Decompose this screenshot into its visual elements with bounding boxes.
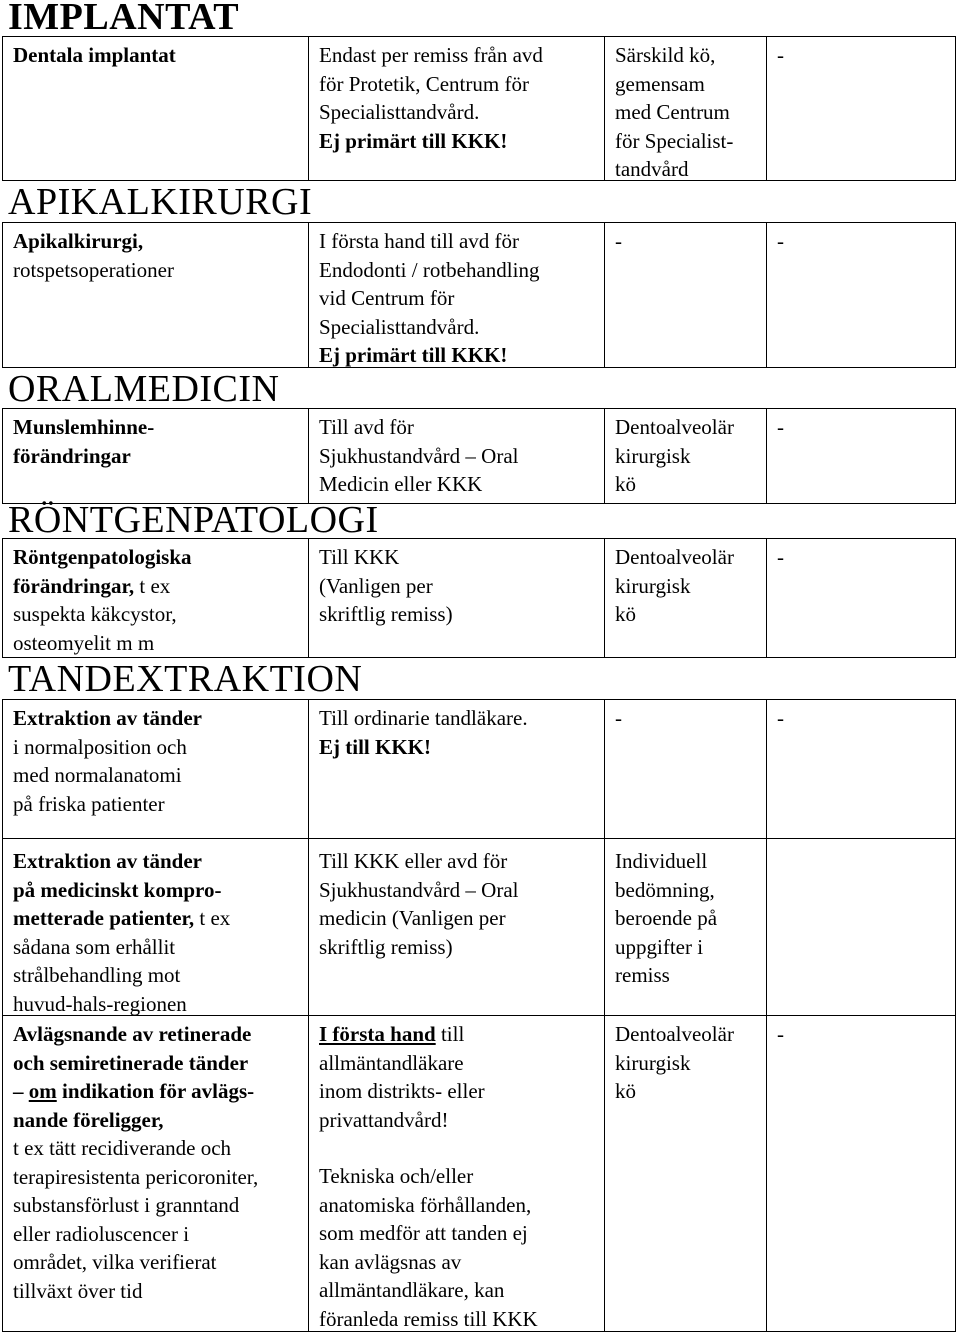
cell-queue [604, 223, 785, 367]
cell-procedure [3, 839, 326, 1015]
cell-extra [766, 1016, 955, 1331]
procedure-label: förändringar [13, 443, 131, 468]
queue-line: kö [615, 1079, 636, 1103]
cell-referral [308, 1016, 623, 1331]
queue-line: med Centrum [615, 100, 730, 124]
dash: - [777, 706, 784, 730]
referral-line: skriftlig remiss) [319, 602, 453, 626]
referral-line: (Vanligen per [319, 573, 433, 598]
procedure-detail: med normalanatomi [13, 763, 182, 787]
referral-line: Till ordinarie tandläkare. [319, 706, 528, 730]
cell-referral [308, 223, 623, 367]
procedure-label: Apikalkirurgi, [13, 229, 144, 253]
procedure-detail: området, vilka verifierat [13, 1250, 217, 1274]
cell-queue [604, 37, 785, 180]
dash: - [615, 706, 622, 730]
cell-referral [308, 37, 623, 180]
referral-line: Till KKK [319, 545, 400, 569]
procedure-label: på medicinskt kompro- [13, 877, 222, 902]
procedure-label: Extraktion av tänder [13, 849, 202, 873]
procedure-detail: t ex tätt recidiverande och [13, 1136, 232, 1160]
cell-extra [766, 700, 955, 838]
procedure-detail: osteomyelit m m [13, 630, 155, 655]
cell-procedure [3, 409, 326, 503]
section-heading-rontgenpatologi: RÖNTGENPATOLOGI [8, 499, 379, 541]
referral-line: Sjukhustandvård – Oral [319, 443, 519, 468]
referral-line: vid Centrum för [319, 286, 455, 310]
dash: - [615, 229, 622, 253]
cell-procedure [3, 223, 326, 367]
procedure-detail: t ex [134, 573, 171, 598]
cell-referral [308, 539, 623, 657]
procedure-label: nande föreligger, [13, 1107, 164, 1132]
section-heading-tandextraktion: TANDEXTRAKTION [8, 658, 363, 700]
spacer [319, 1134, 615, 1162]
referral-line: till [435, 1022, 465, 1046]
dash: - [777, 545, 784, 569]
procedure-detail: rotspetsoperationer [13, 257, 174, 282]
table-row-avlagsnande [2, 1015, 956, 1332]
cell-extra [766, 409, 955, 503]
queue-line: gemensam [615, 71, 705, 96]
referral-line: Tekniska och/eller [319, 1164, 474, 1188]
cell-extra [766, 37, 955, 180]
referral-line: som medför att tanden ej [319, 1221, 528, 1245]
referral-line: Specialisttandvård. [319, 314, 480, 339]
referral-line: medicin (Vanligen per [319, 906, 506, 930]
procedure-detail: huvud-hals-regionen [13, 991, 187, 1016]
queue-line: Dentoalveolär [615, 1022, 734, 1046]
cell-procedure [3, 37, 326, 180]
queue-line: beroende på [615, 906, 718, 930]
table-row-implantat [2, 36, 956, 181]
procedure-label: förändringar, [13, 573, 135, 598]
section-heading-implantat: IMPLANTAT [8, 0, 240, 38]
cell-queue [604, 1016, 785, 1331]
procedure-detail: strålbehandling mot [13, 963, 181, 987]
procedure-label: metterade patienter, [13, 906, 195, 930]
referral-line: Ej till KKK! [319, 734, 431, 759]
procedure-detail: suspekta käkcystor, [13, 602, 177, 626]
queue-line: för Specialist- [615, 128, 734, 153]
cell-referral [308, 409, 623, 503]
referral-line: för Protetik, Centrum för [319, 71, 529, 96]
procedure-label: Avlägsnande av retinerade [13, 1022, 252, 1046]
referral-line: Ej primärt till KKK! [319, 343, 508, 367]
queue-line: kö [615, 472, 636, 496]
cell-extra [766, 839, 955, 1015]
dash: - [777, 1022, 784, 1046]
table-row-extraktion-normal [2, 699, 956, 839]
cell-extra [766, 539, 955, 657]
referral-line: Specialisttandvård. [319, 100, 480, 124]
cell-procedure [3, 1016, 326, 1331]
referral-line: Medicin eller KKK [319, 472, 483, 496]
referral-line: Till avd för [319, 415, 414, 439]
section-heading-oralmedicin: ORALMEDICIN [8, 368, 280, 410]
table-row-extraktion-medicinskt [2, 838, 956, 1016]
dash: - [777, 229, 784, 253]
procedure-detail: eller radioluscencer i [13, 1221, 190, 1246]
cell-referral [308, 700, 623, 838]
referral-line: skriftlig remiss) [319, 934, 453, 959]
procedure-label: om [28, 1079, 57, 1103]
referral-line: Endodonti / rotbehandling [319, 257, 540, 282]
procedure-label: Munslemhinne- [13, 415, 155, 439]
referral-line: privattandvård! [319, 1107, 449, 1132]
procedure-detail: t ex [194, 906, 231, 930]
procedure-detail: på friska patienter [13, 791, 165, 816]
table-row-rontgenpatologi [2, 538, 956, 658]
table-row-apikalkirurgi [2, 222, 956, 368]
cell-procedure [3, 700, 326, 838]
cell-queue [604, 409, 785, 503]
procedure-detail: terapiresistenta pericoroniter, [13, 1164, 259, 1189]
referral-line: anatomiska förhållanden, [319, 1192, 532, 1217]
queue-line: kö [615, 602, 636, 626]
referral-line: Sjukhustandvård – Oral [319, 877, 519, 902]
cell-queue [604, 839, 785, 1015]
referral-emphasis: I första hand [319, 1022, 436, 1046]
table-row-oralmedicin [2, 408, 956, 504]
referral-line: I första hand till avd för [319, 229, 520, 253]
procedure-label: Röntgenpatologiska [13, 545, 192, 569]
queue-line: bedömning, [615, 877, 715, 902]
cell-extra [766, 223, 955, 367]
queue-line: Dentoalveolär [615, 545, 734, 569]
procedure-label: Extraktion av tänder [13, 706, 202, 730]
queue-line: Individuell [615, 849, 708, 873]
referral-line: Ej primärt till KKK! [319, 128, 508, 153]
cell-queue [604, 700, 785, 838]
procedure-detail: sådana som erhållit [13, 934, 176, 959]
queue-line: tandvård [615, 157, 689, 181]
queue-line: Särskild kö, [615, 43, 716, 67]
referral-line: Endast per remiss från avd [319, 43, 543, 67]
referral-line: kan avlägsnas av [319, 1249, 462, 1274]
procedure-label: Dentala implantat [13, 43, 176, 67]
procedure-detail: i normalposition och [13, 734, 187, 759]
cell-queue [604, 539, 785, 657]
procedure-label: indikation för avlägs- [56, 1079, 255, 1103]
dash: - [777, 415, 784, 439]
referral-line: Till KKK eller avd för [319, 849, 508, 873]
procedure-label: och semiretinerade tänder [13, 1050, 249, 1075]
dash: - [777, 43, 784, 67]
referral-line: allmäntandläkare [319, 1050, 464, 1075]
queue-line: kirurgisk [615, 443, 691, 468]
queue-line: kirurgisk [615, 1050, 691, 1075]
queue-line: kirurgisk [615, 573, 691, 598]
referral-line: föranleda remiss till KKK [319, 1306, 538, 1331]
queue-line: uppgifter i [615, 934, 704, 959]
procedure-detail: substansförlust i granntand [13, 1193, 240, 1217]
section-heading-apikalkirurgi: APIKALKIRURGI [8, 181, 313, 223]
referral-line: inom distrikts- eller [319, 1079, 485, 1103]
procedure-detail: tillväxt över tid [13, 1278, 143, 1303]
referral-line: allmäntandläkare, kan [319, 1278, 505, 1302]
queue-line: remiss [615, 963, 670, 987]
cell-referral [308, 839, 623, 1015]
procedure-label: – [13, 1079, 29, 1103]
cell-procedure [3, 539, 326, 657]
queue-line: Dentoalveolär [615, 415, 734, 439]
